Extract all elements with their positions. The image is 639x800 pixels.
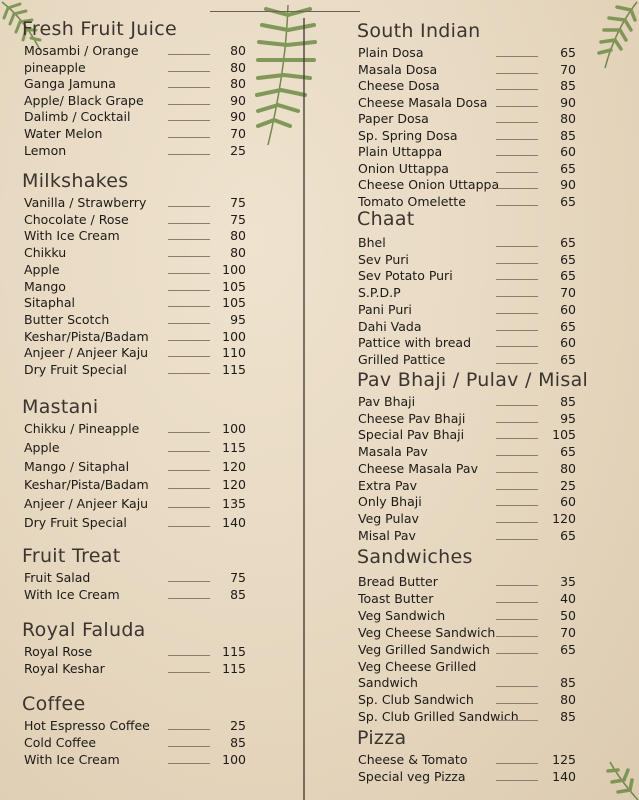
menu-item-price: 120 (222, 458, 246, 474)
leader-line (168, 223, 210, 224)
menu-item-price: 60 (560, 301, 576, 317)
menu-item (24, 440, 246, 456)
menu-item-name: With Ice Cream (24, 228, 120, 244)
menu-item-price: 105 (222, 295, 246, 311)
leader-line (168, 746, 210, 747)
menu-item-name: Cheese Onion Uttappa (358, 177, 500, 192)
leader-line (496, 720, 538, 721)
menu-item (24, 329, 246, 345)
menu-item-name: Butter Scotch (24, 311, 110, 327)
menu-item-price: 60 (560, 494, 576, 510)
menu-item-name: Apple/ Black Grape (24, 92, 144, 108)
menu-item-price: 80 (230, 59, 246, 75)
menu-item-price: 110 (222, 345, 246, 361)
menu-item-name: Plain Dosa (358, 45, 424, 60)
menu-item-price: 120 (222, 477, 246, 493)
leader-line (496, 472, 538, 473)
menu-item (358, 411, 576, 427)
leader-line (496, 188, 538, 189)
leader-line (496, 279, 538, 280)
menu-item-name: Royal Rose (24, 644, 93, 659)
menu-item-price: 75 (230, 570, 246, 585)
menu-item (24, 735, 246, 751)
menu-item (358, 461, 576, 477)
menu-item-name: Ganga Jamuna (24, 76, 116, 92)
menu-item-price: 60 (560, 144, 576, 159)
fern-top-center-icon (228, 0, 348, 150)
menu-item-name: Apple (24, 261, 60, 277)
menu-item-price: 115 (222, 439, 246, 455)
menu-item-price: 105 (222, 278, 246, 294)
leader-line (168, 598, 210, 599)
leader-line (496, 330, 538, 331)
leader-line (168, 729, 210, 730)
menu-item-name: Chocolate / Rose (24, 211, 129, 227)
leader-line (496, 539, 538, 540)
menu-item (24, 60, 246, 76)
section-title: Chaat (357, 208, 415, 230)
menu-item-price: 60 (560, 335, 576, 351)
menu-item (24, 109, 246, 125)
menu-item-price: 115 (222, 362, 246, 377)
menu-item (24, 570, 246, 586)
menu-item-name: Sp. Spring Dosa (358, 127, 458, 143)
leader-line (168, 655, 210, 656)
menu-item (24, 752, 246, 768)
leader-line (168, 256, 210, 257)
menu-item-price: 90 (230, 92, 246, 108)
menu-item-price: 65 (560, 268, 576, 284)
menu-item (24, 477, 246, 493)
leader-line (496, 636, 538, 637)
menu-item-name: Royal Keshar (24, 661, 105, 676)
menu-item-price: 90 (560, 177, 576, 192)
menu-item (24, 245, 246, 261)
menu-item-price: 140 (552, 768, 576, 784)
menu-item-name: Chikku / Pineapple (24, 421, 140, 436)
menu-item (24, 126, 246, 142)
menu-item-name: Sev Puri (358, 251, 409, 267)
menu-item (358, 285, 576, 301)
menu-item-price: 75 (230, 195, 246, 210)
menu-item-name: Sp. Club Sandwich (358, 692, 474, 708)
menu-item-name: Mango / Sitaphal (24, 458, 130, 474)
menu-item-name: Pav Bhaji (358, 394, 416, 409)
menu-item (358, 478, 576, 494)
menu-item (358, 144, 576, 160)
menu-item-name: Sp. Club Grilled Sandwich (358, 709, 519, 725)
menu-item-price: 25 (560, 477, 576, 493)
menu-item-price: 125 (552, 752, 576, 767)
menu-item (24, 195, 246, 211)
menu-item-name: Keshar/Pista/Badam (24, 477, 149, 493)
menu-item-price: 65 (560, 641, 576, 657)
menu-item-name: Veg Grilled Sandwich (358, 641, 490, 657)
menu-item-price: 25 (230, 142, 246, 158)
menu-item-price: 70 (560, 624, 576, 640)
leader-line (168, 581, 210, 582)
menu-item (358, 494, 576, 510)
menu-item-name: With Ice Cream (24, 752, 120, 767)
menu-item-name: Bhel (358, 235, 386, 250)
leader-line (496, 205, 538, 206)
menu-item-price: 70 (560, 285, 576, 301)
menu-item-name: Vanilla / Strawberry (24, 195, 147, 210)
menu-item-price: 85 (560, 709, 576, 725)
menu-item (358, 45, 576, 61)
menu-item-price: 85 (230, 587, 246, 602)
leader-line (496, 763, 538, 764)
leader-line (168, 373, 210, 374)
leader-line (496, 522, 538, 523)
section-title: Mastani (22, 396, 99, 418)
menu-item (358, 608, 576, 624)
menu-item (24, 262, 246, 278)
menu-item-name: Extra Pav (358, 477, 418, 493)
menu-item-name: Dahi Vada (358, 318, 422, 334)
menu-item-name: Sandwich (358, 675, 418, 691)
menu-item (358, 128, 576, 144)
menu-item-price: 65 (560, 235, 576, 250)
menu-item-price: 65 (560, 160, 576, 176)
menu-item-name: Cheese & Tomato (358, 752, 468, 767)
menu-item-name: Veg Cheese Grilled (358, 658, 477, 674)
menu-item-price: 85 (560, 675, 576, 691)
leader-line (496, 780, 538, 781)
menu-item-name: Sitaphal (24, 295, 75, 311)
menu-item (24, 279, 246, 295)
leader-line (496, 602, 538, 603)
menu-item-price: 90 (230, 109, 246, 125)
menu-item (24, 143, 246, 159)
leader-line (168, 154, 210, 155)
menu-item-name: Cold Coffee (24, 735, 97, 750)
menu-item-price: 90 (560, 94, 576, 110)
leader-line (496, 585, 538, 586)
leader-line (496, 73, 538, 74)
leader-line (496, 172, 538, 173)
menu-item (24, 718, 246, 734)
menu-item (358, 752, 576, 768)
menu-item (358, 528, 576, 544)
menu-item-price: 85 (560, 127, 576, 143)
menu-item-name: Only Bhaji (358, 494, 422, 510)
section-title: Coffee (22, 693, 86, 715)
menu-item-price: 65 (560, 251, 576, 267)
menu-item (358, 161, 576, 177)
leader-line (168, 356, 210, 357)
menu-item (24, 228, 246, 244)
menu-item (358, 675, 576, 691)
menu-item (24, 421, 246, 437)
menu-item-name: S.P.D.P (358, 285, 401, 301)
leader-line (496, 56, 538, 57)
menu-item-name: Plain Uttappa (358, 144, 443, 159)
menu-item-price: 65 (560, 444, 576, 460)
menu-item (358, 692, 576, 708)
menu-item-name: Special Pav Bhaji (358, 427, 465, 443)
menu-item (358, 302, 576, 318)
leader-line (496, 346, 538, 347)
menu-item (358, 62, 576, 78)
menu-item-price: 85 (560, 78, 576, 93)
menu-item-price: 95 (230, 311, 246, 327)
menu-item (358, 111, 576, 127)
leader-line (496, 155, 538, 156)
menu-item-name: Paper Dosa (358, 111, 429, 126)
menu-item-name: Anjeer / Anjeer Kaju (24, 345, 149, 361)
section-title: South Indian (357, 20, 481, 42)
menu-item (358, 335, 576, 351)
menu-item-price: 80 (230, 245, 246, 261)
menu-item-name: Veg Cheese Sandwich (358, 624, 496, 640)
menu-item-name: pineapple (24, 59, 86, 75)
menu-item (24, 295, 246, 311)
menu-item-price: 100 (222, 421, 246, 436)
menu-item-name: Chikku (24, 245, 67, 261)
leader-line (496, 505, 538, 506)
leader-line (168, 54, 210, 55)
menu-item-price: 115 (222, 644, 246, 659)
leader-line (168, 526, 210, 527)
menu-item (358, 319, 576, 335)
leader-line (496, 422, 538, 423)
leader-line (496, 686, 538, 687)
menu-item-price: 100 (222, 261, 246, 277)
leader-line (168, 71, 210, 72)
menu-item (24, 459, 246, 475)
menu-item-name: Cheese Masala Dosa (358, 94, 488, 110)
menu-item-price: 115 (222, 661, 246, 676)
menu-item-price: 85 (560, 394, 576, 409)
menu-item-name: Dry Fruit Special (24, 362, 127, 377)
leader-line (168, 763, 210, 764)
menu-item-name: Cheese Dosa (358, 78, 440, 93)
leader-line (168, 323, 210, 324)
menu-item (358, 427, 576, 443)
menu-item (358, 444, 576, 460)
menu-item-name: Masala Dosa (358, 61, 438, 77)
top-rule (210, 11, 360, 12)
menu-item (358, 642, 576, 658)
menu-item-name: Mosambi / Orange (24, 43, 139, 58)
leader-line (496, 619, 538, 620)
leader-line (168, 273, 210, 274)
menu-item-name: Grilled Pattice (358, 351, 446, 367)
menu-item (358, 268, 576, 284)
leader-line (496, 653, 538, 654)
leader-line (168, 340, 210, 341)
menu-item-name: Hot Espresso Coffee (24, 718, 150, 733)
section-title: Milkshakes (22, 170, 129, 192)
menu-item-name: Fruit Salad (24, 570, 91, 585)
section-title: Pav Bhaji / Pulav / Misal (357, 369, 589, 391)
menu-item-price: 65 (560, 193, 576, 209)
menu-item-price: 65 (560, 318, 576, 334)
menu-item (24, 43, 246, 59)
menu-item-price: 80 (560, 460, 576, 476)
menu-item-price: 80 (230, 43, 246, 58)
menu-item-price: 65 (560, 351, 576, 367)
menu-item-price: 25 (230, 718, 246, 733)
menu-item-name: Lemon (24, 142, 67, 158)
section-title: Fruit Treat (22, 545, 121, 567)
menu-item-price: 35 (560, 574, 576, 589)
menu-item-name: Mango (24, 278, 66, 294)
leader-line (496, 139, 538, 140)
menu-item (358, 574, 576, 590)
menu-item-name: Pani Puri (358, 301, 412, 317)
menu-item-name: Cheese Masala Pav (358, 460, 478, 476)
leader-line (496, 438, 538, 439)
leader-line (168, 488, 210, 489)
fern-top-right-icon (575, 0, 639, 70)
leader-line (496, 405, 538, 406)
leader-line (496, 263, 538, 264)
menu-item (24, 661, 246, 677)
menu-item (358, 95, 576, 111)
menu-item-price: 70 (230, 126, 246, 141)
column-divider (303, 18, 305, 800)
menu-item (24, 496, 246, 512)
menu-item (24, 345, 246, 361)
menu-item-name: Masala Pav (358, 444, 428, 460)
menu-item-name: Keshar/Pista/Badam (24, 328, 149, 344)
menu-item-price: 70 (560, 61, 576, 77)
leader-line (168, 239, 210, 240)
menu-item (358, 177, 576, 193)
leader-line (168, 104, 210, 105)
menu-item-price: 95 (560, 410, 576, 426)
menu-item-name: Apple (24, 439, 60, 455)
menu-item-price: 50 (560, 607, 576, 623)
leader-line (496, 89, 538, 90)
menu-item (358, 769, 576, 785)
leader-line (168, 507, 210, 508)
menu-item-price: 105 (552, 427, 576, 443)
menu-item-name: Pattice with bread (358, 335, 472, 351)
section-title: Pizza (357, 727, 407, 749)
menu-item-name: Misal Pav (358, 527, 416, 543)
menu-item-name: With Ice Cream (24, 587, 120, 602)
menu-item-name: Onion Uttappa (358, 160, 449, 176)
leader-line (168, 672, 210, 673)
menu-item-name: Water Melon (24, 126, 103, 141)
leader-line (168, 290, 210, 291)
leader-line (496, 246, 538, 247)
leader-line (496, 296, 538, 297)
menu-item (358, 394, 576, 410)
menu-item (24, 644, 246, 660)
menu-item-price: 40 (560, 590, 576, 606)
menu-item-price: 100 (222, 328, 246, 344)
menu-item-name: Dry Fruit Special (24, 515, 127, 530)
menu-item-name: Bread Butter (358, 574, 438, 589)
leader-line (168, 432, 210, 433)
menu-item (24, 76, 246, 92)
menu-item (358, 591, 576, 607)
menu-item (358, 352, 576, 368)
leader-line (168, 120, 210, 121)
fern-bottom-right-icon (590, 760, 639, 800)
leader-line (496, 106, 538, 107)
menu-item-price: 140 (222, 515, 246, 530)
menu-item-price: 80 (560, 692, 576, 708)
menu-item (24, 587, 246, 603)
leader-line (496, 363, 538, 364)
menu-item-price: 135 (222, 496, 246, 512)
menu-item (358, 511, 576, 527)
menu-item-name: Toast Butter (358, 590, 434, 606)
menu-item-name: Sev Potato Puri (358, 268, 453, 284)
leader-line (496, 455, 538, 456)
menu-item-price: 65 (560, 527, 576, 543)
menu-item (24, 312, 246, 328)
menu-item-price: 120 (552, 510, 576, 526)
menu-item (358, 252, 576, 268)
menu-item (24, 212, 246, 228)
menu-item-name: Cheese Pav Bhaji (358, 410, 466, 426)
menu-item-price: 65 (560, 45, 576, 60)
leader-line (496, 122, 538, 123)
menu-item (24, 93, 246, 109)
menu-item-price: 75 (230, 211, 246, 227)
menu-item-price: 80 (560, 111, 576, 126)
menu-item-name: Tomato Omelette (358, 193, 466, 209)
menu-item-name: Anjeer / Anjeer Kaju (24, 496, 149, 512)
menu-item-price: 85 (230, 735, 246, 750)
leader-line (168, 206, 210, 207)
section-title: Fresh Fruit Juice (22, 18, 177, 40)
leader-line (496, 313, 538, 314)
leader-line (168, 306, 210, 307)
leader-line (496, 489, 538, 490)
menu-item (24, 362, 246, 378)
menu-item (358, 235, 576, 251)
menu-item-name: Dalimb / Cocktail (24, 109, 131, 125)
menu-item (24, 515, 246, 531)
leader-line (496, 703, 538, 704)
section-title: Royal Faluda (22, 619, 146, 641)
menu-item (358, 659, 576, 675)
menu-item (358, 709, 576, 725)
section-title: Sandwiches (357, 546, 473, 568)
leader-line (168, 470, 210, 471)
menu-item-price: 100 (222, 752, 246, 767)
leader-line (168, 87, 210, 88)
menu-item-price: 80 (230, 228, 246, 244)
leader-line (168, 451, 210, 452)
leader-line (168, 137, 210, 138)
menu-item-name: Veg Sandwich (358, 607, 446, 623)
menu-item (358, 625, 576, 641)
menu-item-name: Special veg Pizza (358, 768, 466, 784)
menu-item (358, 78, 576, 94)
menu-item-name: Veg Pulav (358, 510, 419, 526)
menu-item-price: 80 (230, 76, 246, 92)
